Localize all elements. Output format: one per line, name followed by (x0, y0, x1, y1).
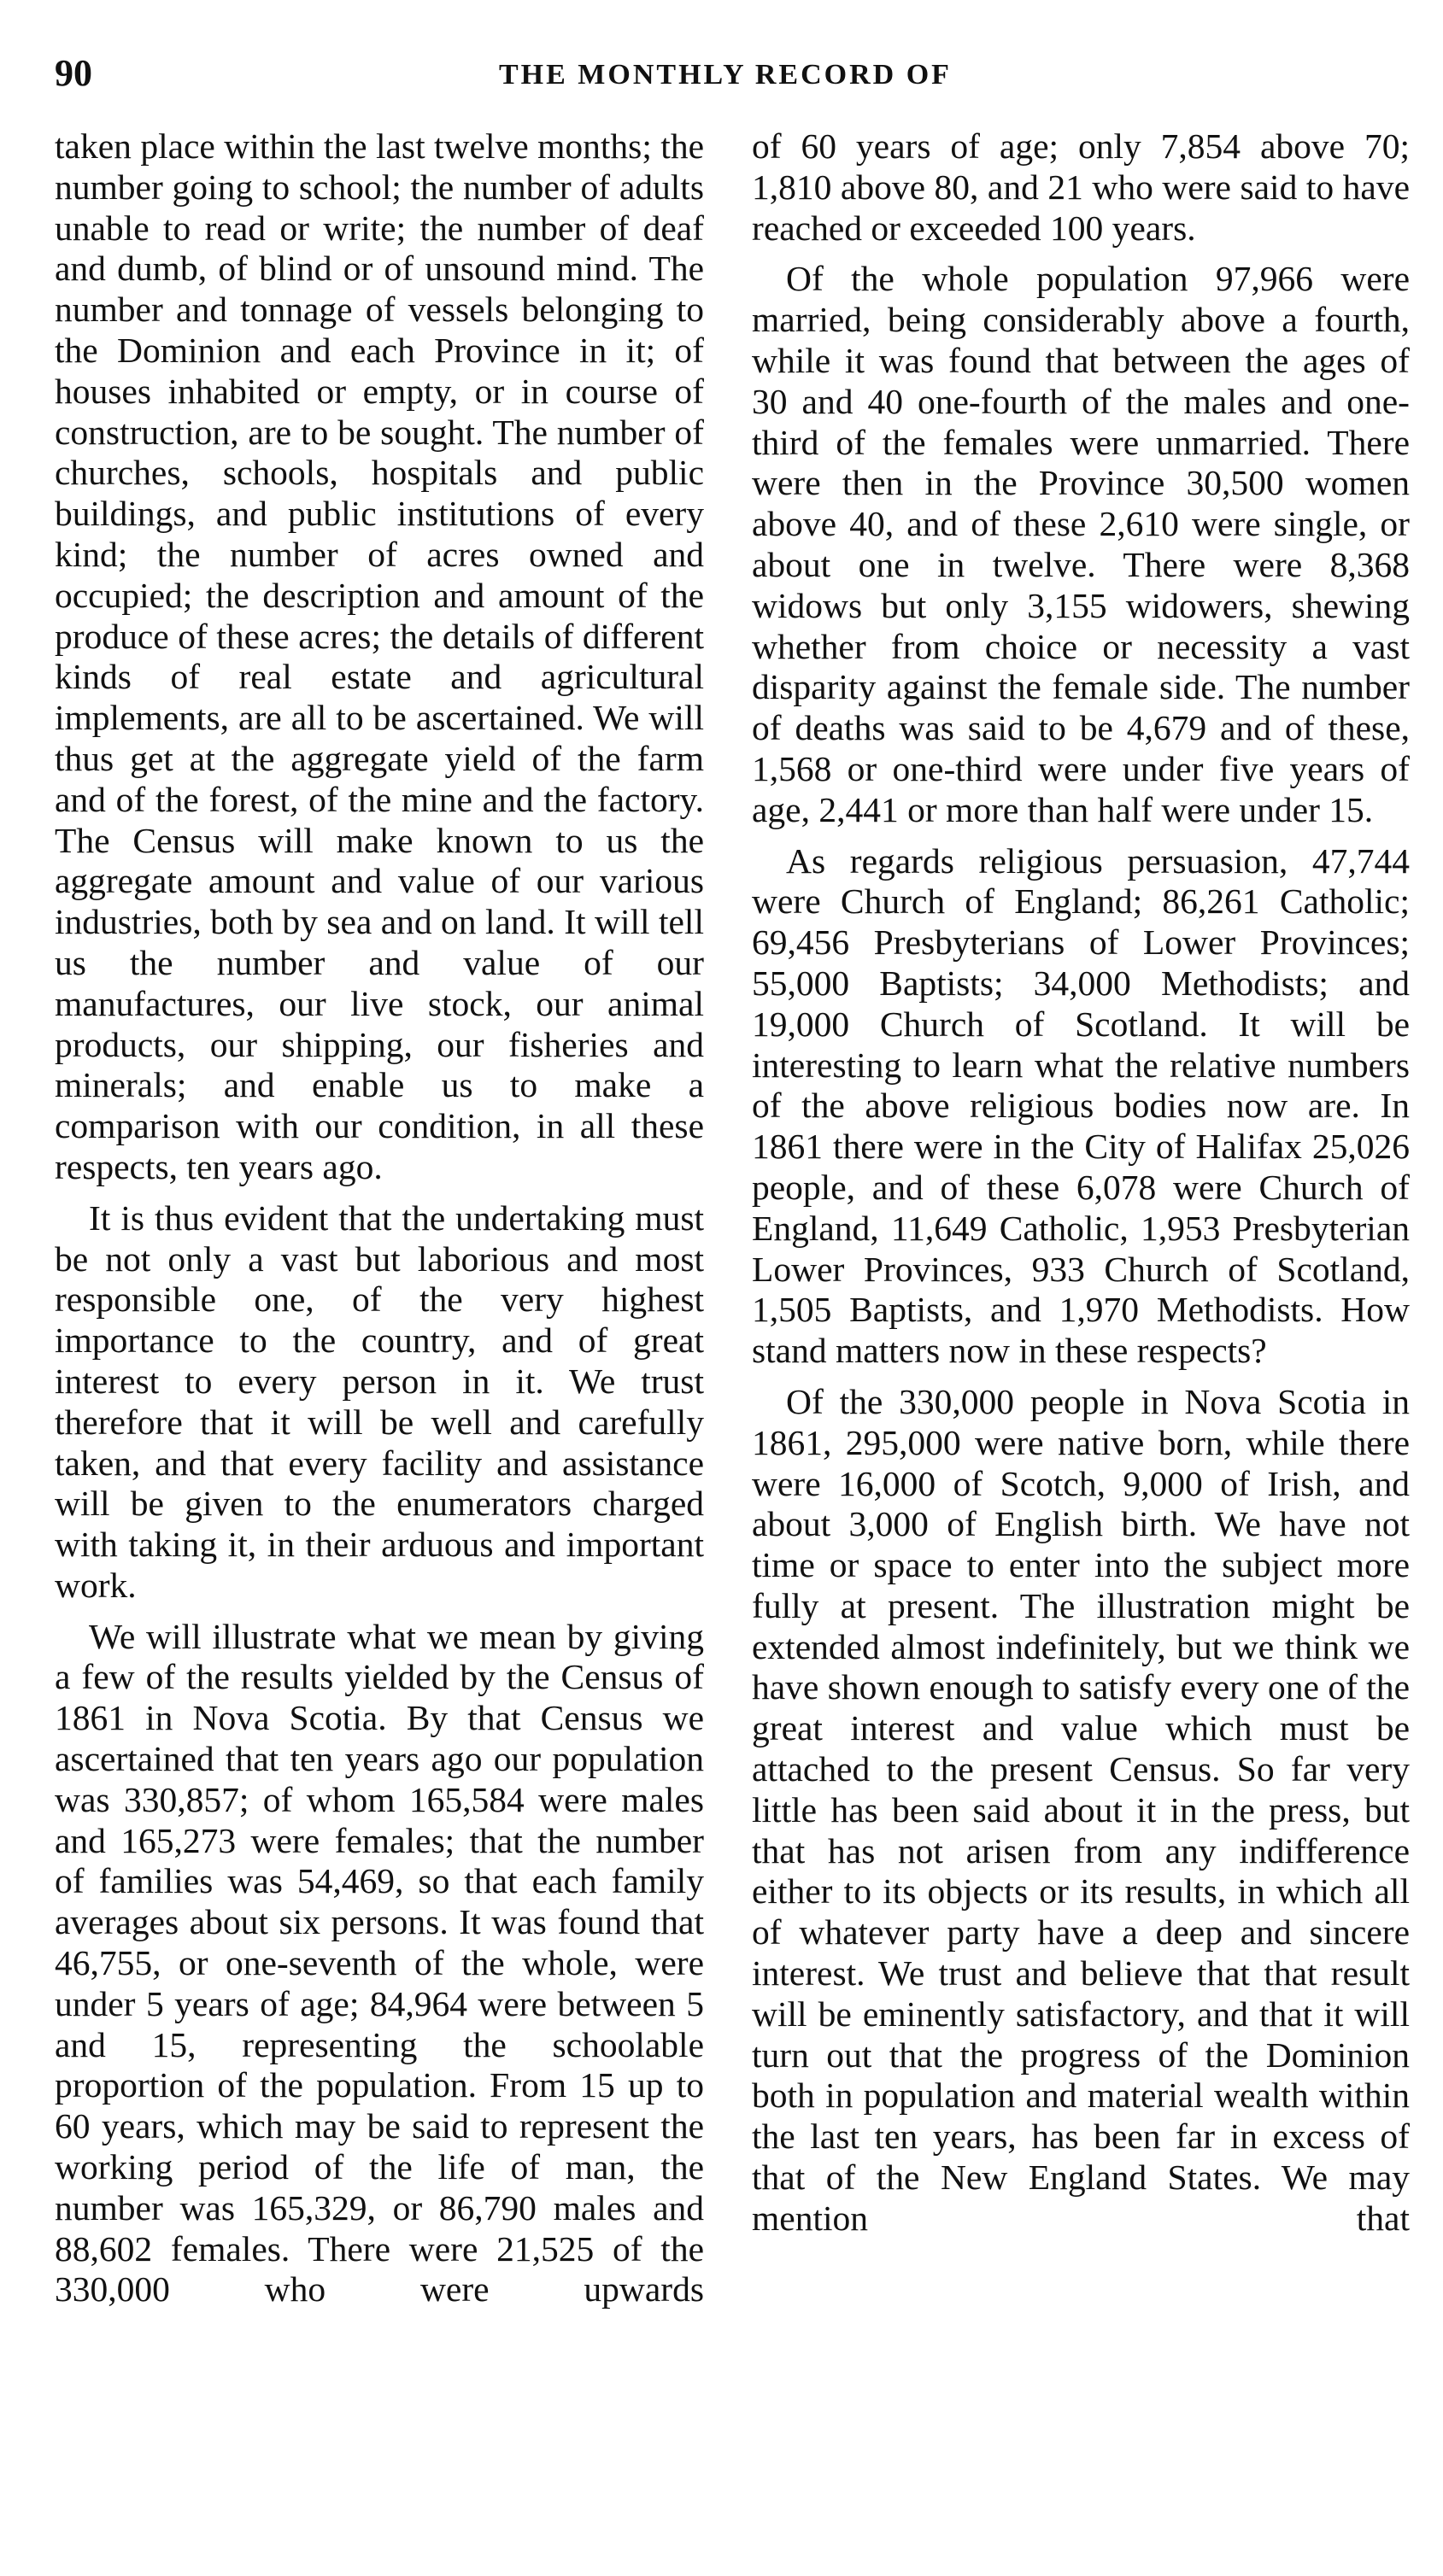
right-column (752, 126, 1410, 2250)
paragraph: As regards religious persuasion, 47,744 were Church of England; 86,261 Catholic; 69,456 Presbyterians of Lower Provinces; 55,000 Baptists; 34,000 Methodists; and 19,000 Church of Scotland. It will be interesting to learn what the relative numbers of the above religious bodies now are. In 1861 there were in the City of Halifax 25,026 people, and of these 6,078 were Church of England, 11,649 Catholic, 1,953 Presbyterian Lower Provinces, 933 Church of Scotland, 1,505 Baptists, and 1,970 Methodists. How stand matters now in these respects? (752, 840, 1410, 1371)
left-column (55, 126, 704, 2321)
page-header (55, 48, 1362, 99)
paragraph: of 60 years of age; only 7,854 above 70; 1,810 above 80, and 21 who were said to have reached or exceeded 100 years. (752, 126, 1410, 248)
running-head: THE MONTHLY RECORD OF (499, 59, 952, 91)
page-number: 90 (55, 52, 92, 94)
paragraph: It is thus evident that the undertaking must be not only a vast but laborious and most responsible one, of the very highest importance to the country, and of great interest to every person in it. We trust therefore that it will be well and carefully taken, and that every facility and assistance will be given to the enumerators charged with taking it, in their arduous and important work. (55, 1197, 704, 1605)
paragraph: Of the whole population 97,966 were married, being considerably above a fourth, while it was found that between the ages of 30 and 40 one-fourth of the males and one-third of the females were unmarried. There were then in the Province 30,500 women above 40, and of these 2,610 were single, or about one in twelve. There were 8,368 widows but only 3,155 widowers, shewing whether from choice or necessity a vast disparity against the female side. The number of deaths was said to be 4,679 and of these, 1,568 or one-third were under five years of age, 2,441 or more than half were under 15. (752, 259, 1410, 829)
paragraph: We will illustrate what we mean by giving a few of the results yielded by the Census of 1861 in Nova Scotia. By that Census we ascertained that ten years ago our population was 330,857; of whom 165,584 were males and 165,273 were females; that the number of families was 54,469, so that each family averages about six persons. It was found that 46,755, or one-seventh of the whole, were under 5 years of age; 84,964 were between 5 and 15, representing the schoolable proportion of the population. From 15 up to 60 years, which may be said to represent the working period of the life of man, the number was 165,329, or 86,790 males and 88,602 females. There were 21,525 of the 330,000 who were upwards (55, 1616, 704, 2310)
paragraph: taken place within the last twelve months; the number going to school; the number of adults unable to read or write; the number of deaf and dumb, of blind or of unsound mind. The number and tonnage of vessels belonging to the Dominion and each Province in it; of houses inhabited or empty, or in course of construction, are to be sought. The number of churches, schools, hospitals and public buildings, and public institutions of every kind; the number of acres owned and occupied; the description and amount of the produce of these acres; the details of different kinds of real estate and agricultural implements, are all to be ascertained. We will thus get at the aggregate yield of the farm and of the forest, of the mine and the factory. The Census will make known to us the aggregate amount and value of our various industries, both by sea and on land. It will tell us the number and value of our manufactures, our live stock, our animal products, our shipping, our fisheries and minerals; and enable us to make a comparison with our condition, in all these respects, ten years ago. (55, 126, 704, 1186)
paragraph: Of the 330,000 people in Nova Scotia in 1861, 295,000 were native born, while there were 16,000 of Scotch, 9,000 of Irish, and about 3,000 of English birth. We have not time or space to enter into the subject more fully at present. The illustration might be extended almost indefinitely, but we think we have shown enough to satisfy every one of the great interest and value which must be attached to the present Census. So far very little has been said about it in the press, but that has not arisen from any indifference either to its objects or its results, in which all of whatever party have a deep and sincere interest. We trust and believe that that result will be eminently satisfactory, and that it will turn out that the progress of the Dominion both in population and material wealth within the last ten years, has been far in excess of that of the New England States. We may mention that (752, 1381, 1410, 2238)
